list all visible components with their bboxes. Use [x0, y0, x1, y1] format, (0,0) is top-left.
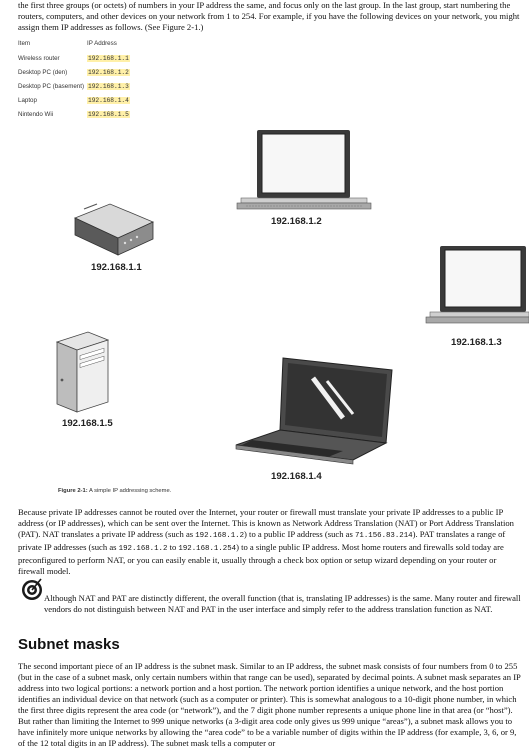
nat-text: Because private IP addresses cannot be routed over the Internet, your router or firewall must translate your private IP addresses to a public IP address (or IP addresses), which can be sent over the Internet. This is known as Network Address Translation (NAT) or Port Address Translation (PAT). NAT translates a private IP address (such as — [18, 507, 514, 539]
nat-paragraph — [18, 507, 524, 577]
table-row — [18, 97, 218, 107]
nat-text: to — [167, 542, 179, 552]
row-ip: 192.168.1.3 — [88, 83, 129, 90]
note-paragraph: Although NAT and PAT are distinctly different, the overall function (that is, translating IP addresses) is the same. Many router and firewall vendors do not distinguish between NAT and PAT in the user interface and simply refer to the address translation function as NAT. — [44, 593, 521, 614]
label-router: 192.168.1.1 — [91, 262, 142, 273]
label-tower: 192.168.1.5 — [62, 418, 113, 429]
nat-ip: 192.168.1.254 — [178, 545, 237, 553]
table-header — [18, 40, 218, 50]
tip-bullseye-icon — [20, 577, 44, 601]
nat-ip: 192.168.1.2 — [118, 545, 168, 553]
nat-text: ) to a public IP address (such as — [244, 529, 355, 539]
caption-number: Figure 2-1: — [58, 488, 88, 494]
table-row — [18, 55, 218, 65]
nat-ip: 71.156.83.214 — [354, 532, 413, 540]
label-laptop: 192.168.1.4 — [271, 471, 322, 482]
row-item: Desktop PC (den) — [18, 69, 68, 76]
header-ip: IP Address — [87, 40, 117, 47]
row-ip: 192.168.1.4 — [88, 97, 129, 104]
laptop-icon — [236, 358, 392, 464]
table-row — [18, 111, 218, 121]
intro-paragraph: the first three groups (or octets) of numbers in your IP address the same, and focus only on the last group. In the last group, start numbering the routers, computers, and other devices on your network from 1 to 254. For example, if you have the following devices on your network, you might assign them IP addresses as follows. (See Figure 2-1.) — [18, 0, 520, 32]
row-item: Laptop — [18, 97, 37, 104]
subnet-paragraph: The second important piece of an IP address is the subnet mask. Similar to an IP address, the subnet mask consists of four numbers from 0 to 255 (but in the case of a subnet mask, only certain numbers within that range can be used), separated by decimal points. A subnet mask separates an IP address into two logical portions: a network portion and a host portion. The network portion identifies a unique network, and the host portion identifies an individual device on that network (such as a computer or printer). This is somewhat analogous to a 10-digit phone number, in which the first three digits represent the area code (or “network”), and the 7 digit phone number represents a unique phone line in that area (or “host”). But rather than limiting the Internet to 999 unique networks (a 3-digit area code only gives us 999 unique “areas”), a subnet mask allows you to have infinitely more unique networks by allowing the “area code” to be a variable number of digits within the IP address (for example, 3, 6, or 9, of the 12 total digits in an IP address). The subnet mask tells a computer or — [18, 661, 521, 748]
nat-text: ). PAT translates a range of private IP addresses (such as — [18, 529, 506, 552]
row-ip: 192.168.1.5 — [88, 111, 129, 118]
row-ip: 192.168.1.1 — [88, 55, 129, 62]
row-item: Wireless router — [18, 55, 60, 62]
figure-caption — [58, 488, 171, 494]
row-item: Desktop PC (basement) — [18, 83, 85, 90]
label-monitor-right: 192.168.1.3 — [451, 337, 502, 348]
router-icon — [75, 204, 153, 255]
row-ip: 192.168.1.2 — [88, 69, 129, 76]
tower-pc-icon — [57, 332, 108, 412]
row-item: Nintendo Wii — [18, 111, 54, 118]
header-item: Item — [18, 40, 31, 47]
table-row — [18, 69, 218, 79]
table-row — [18, 83, 218, 93]
caption-text: A simple IP addressing scheme. — [88, 488, 172, 494]
monitor-right-icon — [426, 246, 529, 323]
monitor-top-icon — [237, 130, 371, 209]
nat-text: ) to a single public IP address. Most home routers and firewalls sold today are preconfigured to perform NAT, or you can easily enable it, usually through a check box option or setup wizard depending on your router or firewall model. — [18, 542, 504, 576]
section-heading: Subnet masks — [18, 636, 120, 653]
network-figure — [0, 125, 529, 500]
label-monitor-top: 192.168.1.2 — [271, 216, 322, 227]
nat-ip: 192.168.1.2 — [195, 532, 245, 540]
